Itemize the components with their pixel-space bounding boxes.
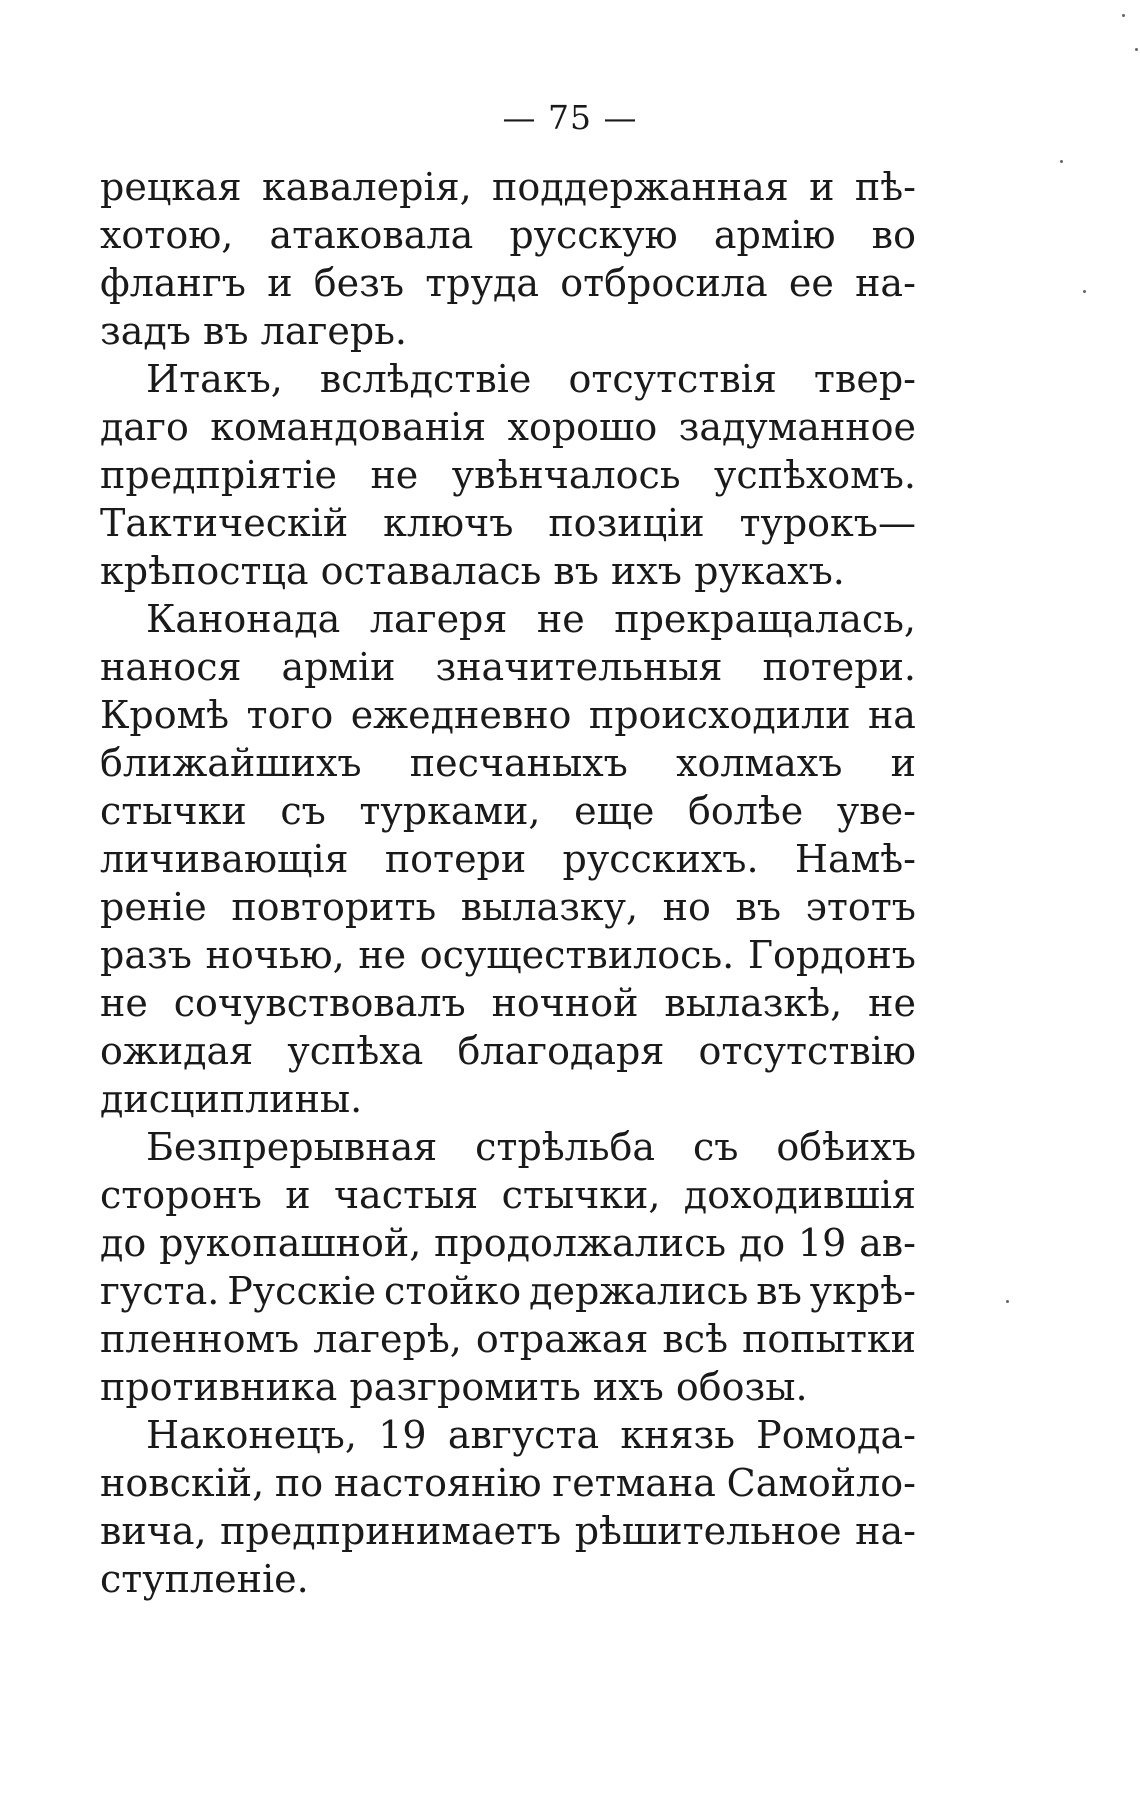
word: новскій, <box>100 1461 265 1505</box>
word: доходившія <box>683 1173 916 1217</box>
word: ожидая <box>100 1029 254 1073</box>
text-line <box>100 1363 916 1411</box>
word: всѣ <box>662 1317 728 1361</box>
word: Гордонъ <box>747 933 916 977</box>
word: августа <box>447 1413 600 1457</box>
word: лагеря <box>369 597 508 641</box>
word: съ <box>692 1125 739 1169</box>
word: атаковала <box>269 213 474 257</box>
scan-speck <box>1122 14 1125 17</box>
word: труда <box>425 261 540 305</box>
word: предпріятіе <box>100 453 337 497</box>
word: повторить <box>231 885 437 929</box>
text-line <box>100 1459 916 1507</box>
word: командованія <box>210 405 487 449</box>
word: Канонада <box>146 597 341 641</box>
text-line <box>100 1171 916 1219</box>
word: укрѣ- <box>809 1269 916 1313</box>
word: въ <box>756 1269 802 1313</box>
word: ав- <box>859 1221 916 1265</box>
word: разъ <box>100 933 192 977</box>
word: густа. <box>100 1269 220 1313</box>
word: съ <box>280 789 326 833</box>
word: продолжались <box>434 1221 727 1265</box>
word: Самойло- <box>726 1461 916 1505</box>
text-line <box>100 1123 916 1171</box>
word: реніе <box>100 885 207 929</box>
text-line <box>100 1027 916 1075</box>
word: этотъ <box>805 885 916 929</box>
text-line <box>100 163 916 211</box>
word: нанося <box>100 645 242 689</box>
line-text: дисциплины. <box>100 1077 363 1121</box>
word: вылазкѣ, <box>664 981 843 1025</box>
word: безъ <box>313 261 405 305</box>
word: и <box>890 741 916 785</box>
text-line <box>100 883 916 931</box>
word: по <box>274 1461 324 1505</box>
word: турокъ— <box>739 501 916 545</box>
word: не <box>370 453 419 497</box>
word: стрѣльба <box>475 1125 656 1169</box>
scan-speck <box>1060 160 1063 163</box>
text-line <box>100 499 916 547</box>
word: русскихъ. <box>562 837 759 881</box>
word: частыя <box>333 1173 479 1217</box>
word: на- <box>855 261 916 305</box>
word: того <box>246 693 334 737</box>
word: рѣшительное <box>574 1509 842 1553</box>
line-text: крѣпостца оставалась въ ихъ рукахъ. <box>100 549 845 593</box>
word: уве- <box>836 789 916 833</box>
word: стычки, <box>501 1173 661 1217</box>
word: Итакъ, <box>146 357 283 401</box>
scan-speck <box>1135 48 1138 51</box>
word: обѣихъ <box>776 1125 916 1169</box>
text-line <box>100 355 916 403</box>
word: сторонъ <box>100 1173 262 1217</box>
scan-speck <box>1006 1300 1009 1303</box>
text-line <box>100 1075 916 1123</box>
word: отсутствія <box>568 357 777 401</box>
word: пѣ- <box>854 165 916 209</box>
word: вылазку, <box>460 885 639 929</box>
word: попытки <box>742 1317 916 1361</box>
word: кавалерія, <box>262 165 472 209</box>
word: держались <box>529 1269 749 1313</box>
word: отражая <box>475 1317 649 1361</box>
word: до <box>738 1221 786 1265</box>
text-line <box>100 835 916 883</box>
word: Ромода- <box>756 1413 916 1457</box>
word: и <box>267 261 293 305</box>
text-line <box>100 307 916 355</box>
word: прекращалась, <box>614 597 916 641</box>
word: значительныя <box>435 645 723 689</box>
word: стычки <box>100 789 247 833</box>
text-line <box>100 1219 916 1267</box>
word: ключъ <box>383 501 514 545</box>
line-text: противника разгромить ихъ обозы. <box>100 1365 808 1409</box>
word: во <box>871 213 916 257</box>
line-text: ступленіе. <box>100 1557 309 1601</box>
text-line <box>100 787 916 835</box>
text-line <box>100 403 916 451</box>
text-line <box>100 979 916 1027</box>
word: холмахъ <box>676 741 843 785</box>
word: хорошо <box>507 405 658 449</box>
word: отбросила <box>560 261 768 305</box>
word: армію <box>713 213 836 257</box>
text-line <box>100 451 916 499</box>
word: но <box>662 885 711 929</box>
word: флангъ <box>100 261 246 305</box>
word: и <box>285 1173 311 1217</box>
word: лагерѣ, <box>313 1317 462 1361</box>
word: рукопашной, <box>159 1221 422 1265</box>
word: благодаря <box>457 1029 665 1073</box>
word: гетмана <box>552 1461 716 1505</box>
page-number: — 75 — <box>502 98 638 137</box>
word: успѣха <box>287 1029 424 1073</box>
word: и <box>809 165 835 209</box>
word: турками, <box>359 789 541 833</box>
word: пленномъ <box>100 1317 300 1361</box>
word: потери. <box>762 645 916 689</box>
word: на- <box>855 1509 916 1553</box>
word: настоянію <box>333 1461 542 1505</box>
word: Русскіе <box>227 1269 377 1313</box>
word: осуществилось. <box>419 933 735 977</box>
word: поддержанная <box>492 165 789 209</box>
word: болѣе <box>687 789 804 833</box>
word: ее <box>788 261 834 305</box>
word: не <box>868 981 916 1025</box>
word: хотою, <box>100 213 234 257</box>
word: личивающія <box>100 837 349 881</box>
word: ежедневно <box>350 693 572 737</box>
word: ночной <box>491 981 639 1025</box>
word: русскую <box>509 213 678 257</box>
text-line <box>100 643 916 691</box>
text-line <box>100 259 916 307</box>
word: происходили <box>588 693 851 737</box>
text-line <box>100 1555 916 1603</box>
word: задуманное <box>678 405 916 449</box>
word: 19 <box>797 1221 847 1265</box>
scan-speck <box>1083 290 1086 293</box>
word: предпринимаетъ <box>220 1509 562 1553</box>
word: до <box>100 1221 147 1265</box>
word: твер- <box>813 357 916 401</box>
word: вслѣдствіе <box>319 357 532 401</box>
word: даго <box>100 405 189 449</box>
word: Намѣ- <box>794 837 916 881</box>
word: ближайшихъ <box>100 741 362 785</box>
word: князь <box>620 1413 735 1457</box>
text-line <box>100 1267 916 1315</box>
word: не <box>100 981 148 1025</box>
word: не <box>536 597 585 641</box>
word: на <box>867 693 916 737</box>
word: позиціи <box>548 501 705 545</box>
word: потери <box>384 837 527 881</box>
word: стойко <box>384 1269 522 1313</box>
word: вича, <box>100 1509 207 1553</box>
word: 19 <box>378 1413 427 1457</box>
word: не <box>358 933 407 977</box>
text-line <box>100 739 916 787</box>
body-text <box>100 163 916 1603</box>
word: Кромѣ <box>100 693 230 737</box>
word: ночью, <box>205 933 345 977</box>
line-text: задъ въ лагерь. <box>100 309 407 353</box>
text-line <box>100 547 916 595</box>
word: песчаныхъ <box>409 741 628 785</box>
word: Наконецъ, <box>146 1413 357 1457</box>
word: сочувствовалъ <box>173 981 466 1025</box>
word: рецкая <box>100 165 242 209</box>
word: еще <box>574 789 655 833</box>
word: успѣхомъ. <box>713 453 916 497</box>
text-line <box>100 211 916 259</box>
text-line <box>100 931 916 979</box>
text-line <box>100 595 916 643</box>
text-line <box>100 691 916 739</box>
word: отсутствію <box>698 1029 916 1073</box>
word: въ <box>735 885 782 929</box>
word: увѣнчалось <box>451 453 681 497</box>
word: Тактическій <box>100 501 349 545</box>
text-line <box>100 1411 916 1459</box>
word: арміи <box>281 645 396 689</box>
word: Безпрерывная <box>146 1125 438 1169</box>
text-line <box>100 1315 916 1363</box>
text-line <box>100 1507 916 1555</box>
